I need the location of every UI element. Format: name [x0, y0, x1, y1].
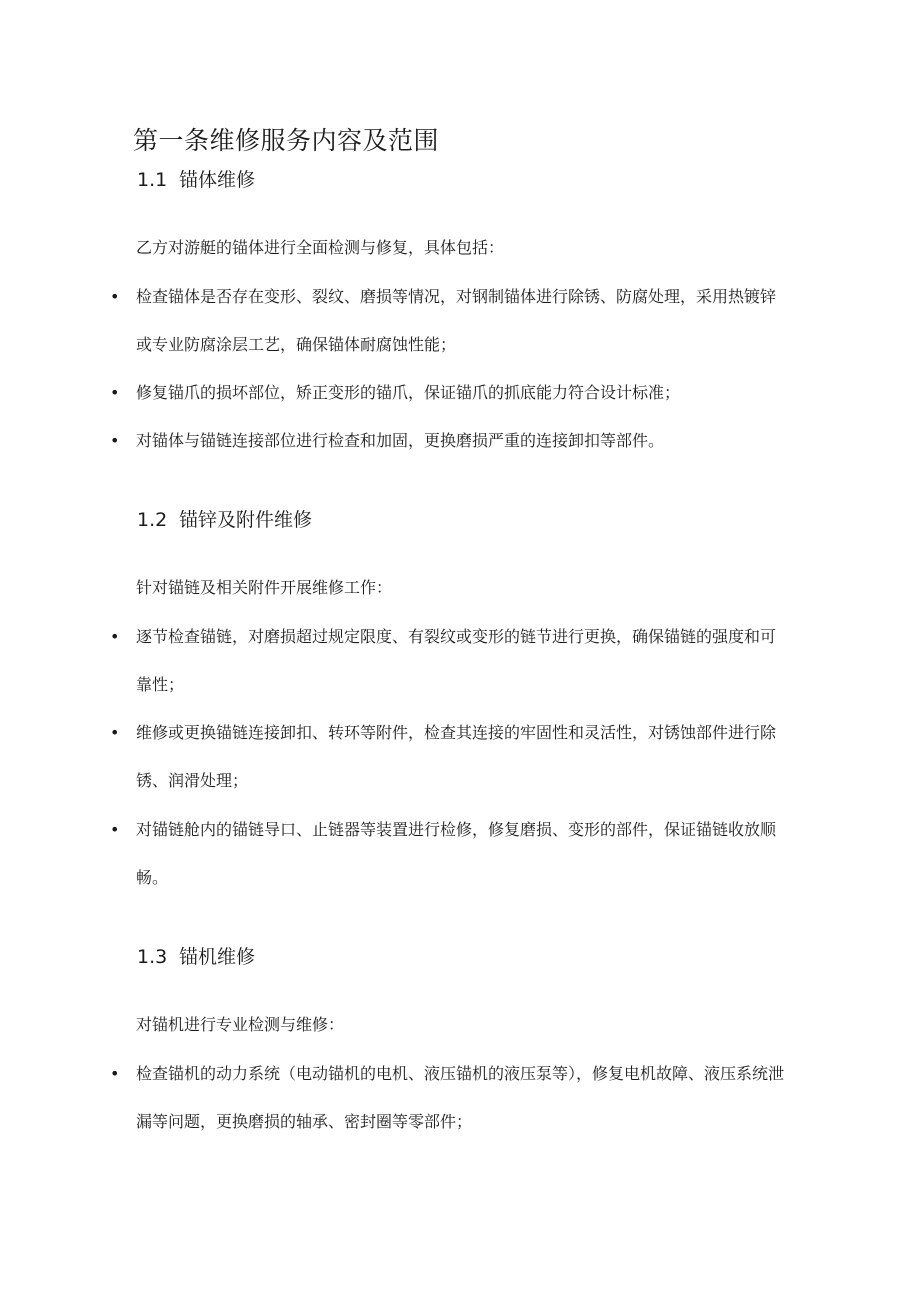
document-title: 第一条维修服务内容及范围	[133, 126, 440, 155]
list-item-text: 对锚链舱内的锚链导口、止链器等装置进行检修，修复磨损、变形的部件，保证锚链收放顺畅。	[136, 820, 777, 887]
section-heading-1-2	[137, 506, 312, 534]
bullet-icon: •	[110, 1064, 120, 1083]
section-number: 1.1	[137, 169, 168, 191]
bullet-icon: •	[110, 287, 120, 306]
list-item-text: 逐节检查锚链，对磨损超过规定限度、有裂纹或变形的链节进行更换，确保锚链的强度和可靠性；	[136, 627, 777, 694]
section-intro: 针对锚链及相关附件开展维修工作：	[136, 578, 393, 597]
bullet-icon: •	[110, 431, 120, 450]
section-title: 锚机维修	[179, 946, 256, 968]
list-item-text: 检查锚体是否存在变形、裂纹、磨损等情况，对钢制锚体进行除锈、防腐处理，采用热镀锌或专业防腐涂层工艺，确保锚体耐腐蚀性能；	[136, 287, 777, 354]
bullet-icon: •	[110, 627, 120, 646]
list-item-text: 维修或更换锚链连接卸扣、转环等附件，检查其连接的牢固性和灵活性，对锈蚀部件进行除锈、润滑处理；	[136, 723, 777, 790]
list-item-text: 检查锚机的动力系统（电动锚机的电机、液压锚机的液压泵等），修复电机故障、液压系统泄漏等问题，更换磨损的轴承、密封圈等零部件；	[136, 1064, 785, 1131]
section-number: 1.2	[137, 509, 168, 531]
section-number: 1.3	[137, 946, 168, 968]
list-item-text: 修复锚爪的损坏部位，矫正变形的锚爪，保证锚爪的抓底能力符合设计标准；	[136, 383, 681, 402]
section-title: 锚锌及附件维修	[179, 509, 313, 531]
section-title: 锚体维修	[179, 169, 256, 191]
section-intro: 乙方对游艇的锚体进行全面检测与修复，具体包括：	[136, 238, 505, 257]
section-intro: 对锚机进行专业检测与维修：	[136, 1015, 345, 1034]
bullet-icon: •	[110, 723, 120, 742]
bullet-icon: •	[110, 383, 120, 402]
section-heading-1-1	[137, 166, 255, 194]
list-item-text: 对锚体与锚链连接部位进行检查和加固，更换磨损严重的连接卸扣等部件。	[136, 431, 665, 450]
section-heading-1-3	[137, 943, 255, 971]
bullet-icon: •	[110, 820, 120, 839]
